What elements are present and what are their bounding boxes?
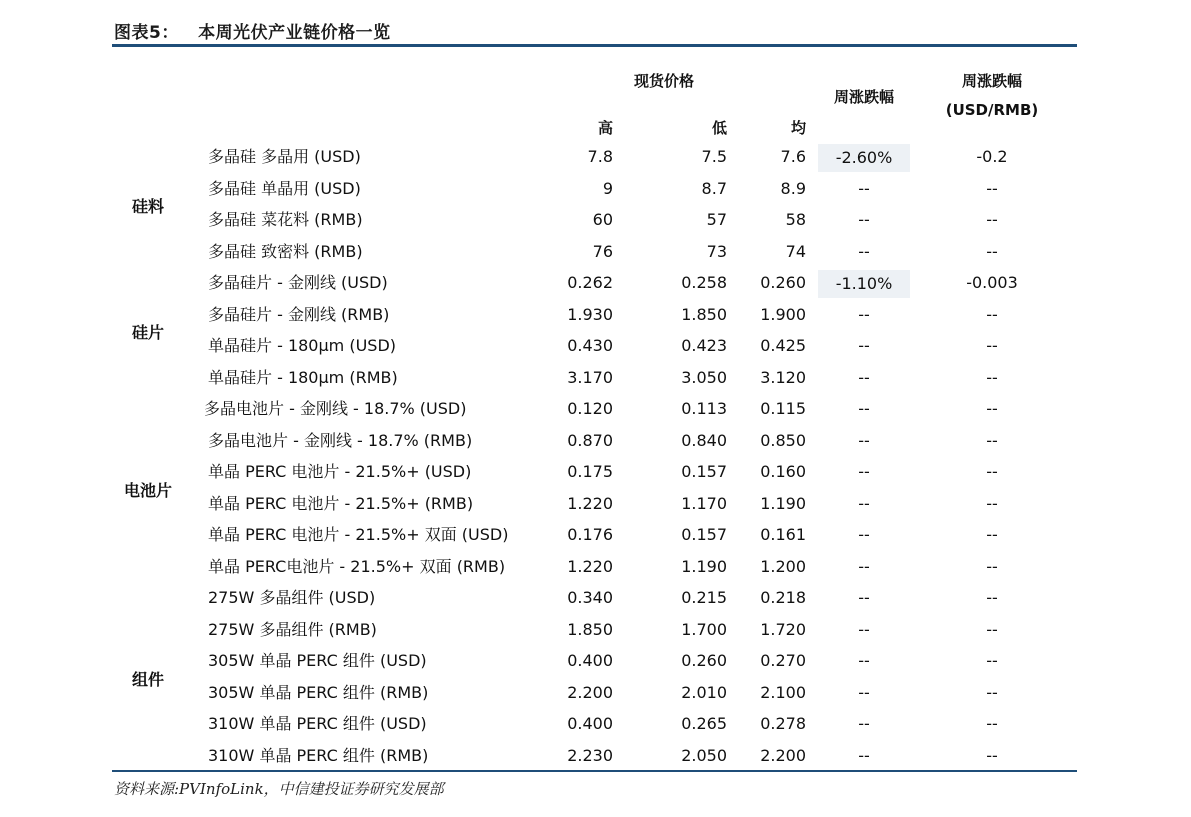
weekly-change: --	[858, 745, 870, 765]
weekly-change-abs: --	[986, 462, 998, 481]
table-row	[0, 362, 1191, 393]
price-high: 1.220	[567, 493, 613, 513]
price-low: 0.423	[681, 336, 727, 355]
price-high: 0.430	[567, 336, 613, 355]
row-name: 多晶硅 多晶用 (USD)	[208, 147, 361, 166]
weekly-change-abs: --	[986, 304, 998, 324]
header-avg: 均	[790, 119, 806, 137]
table-row	[0, 488, 1191, 519]
top-rule	[112, 44, 1077, 47]
figure-title: 图表5： 本周光伏产业链价格一览	[114, 23, 391, 43]
header-weekly-change-2-line2: (USD/RMB)	[945, 101, 1039, 119]
table-row	[0, 551, 1191, 582]
header-low: 低	[711, 119, 727, 137]
weekly-change: --	[858, 367, 870, 387]
price-avg: 2.100	[760, 682, 806, 702]
weekly-change: -2.60%	[818, 144, 910, 172]
weekly-change-abs: --	[986, 178, 998, 198]
row-name: 275W 多晶组件 (RMB)	[208, 619, 377, 639]
price-low: 0.260	[681, 651, 727, 670]
weekly-change: --	[858, 178, 870, 198]
price-low: 0.113	[681, 399, 727, 418]
table-row	[0, 456, 1191, 487]
weekly-change-abs: --	[986, 714, 998, 733]
price-low: 2.050	[681, 745, 727, 765]
weekly-change-abs: --	[986, 399, 998, 418]
source-note: 资料来源:PVInfoLink，中信建投证券研究发展部	[114, 780, 444, 798]
row-name: 多晶硅片 - 金刚线 (RMB)	[208, 304, 390, 324]
row-name: 单晶 PERC电池片 - 21.5%+ 双面 (RMB)	[208, 556, 506, 576]
price-low: 0.265	[681, 714, 727, 733]
weekly-change-abs: -0.003	[966, 273, 1018, 292]
price-high: 1.850	[567, 619, 613, 639]
price-high: 0.400	[567, 651, 613, 670]
row-name: 单晶 PERC 电池片 - 21.5%+ (RMB)	[208, 493, 474, 513]
row-name: 多晶硅 单晶用 (USD)	[208, 178, 361, 198]
weekly-change: --	[858, 588, 870, 607]
row-name: 单晶硅片 - 180μm (USD)	[208, 336, 397, 355]
row-name: 305W 单晶 PERC 组件 (RMB)	[208, 682, 429, 702]
price-avg: 0.161	[760, 525, 806, 544]
table-row	[0, 299, 1191, 330]
price-high: 0.340	[567, 588, 613, 607]
price-low: 0.157	[681, 525, 727, 544]
price-low: 1.190	[681, 556, 727, 576]
price-avg: 1.720	[760, 619, 806, 639]
price-low: 0.258	[681, 273, 727, 292]
price-avg: 0.115	[760, 399, 806, 418]
header-weekly-change-2-line1: 周涨跌幅	[961, 72, 1022, 90]
price-low: 0.157	[681, 462, 727, 481]
price-low: 8.7	[701, 178, 727, 198]
price-high: 0.400	[567, 714, 613, 733]
table-row	[0, 677, 1191, 708]
price-avg: 0.218	[760, 588, 806, 607]
price-avg: 0.278	[760, 714, 806, 733]
weekly-change: -1.10%	[818, 270, 910, 298]
price-avg: 0.270	[760, 651, 806, 670]
weekly-change-abs: --	[986, 588, 998, 607]
weekly-change: --	[858, 304, 870, 324]
category-module: 组件	[131, 670, 164, 689]
price-avg: 58	[785, 210, 806, 229]
header-spot-price: 现货价格	[633, 72, 694, 90]
weekly-change: --	[858, 619, 870, 639]
price-low: 57	[706, 210, 727, 229]
price-avg: 1.190	[760, 493, 806, 513]
price-high: 1.930	[567, 304, 613, 324]
table-row	[0, 236, 1191, 267]
row-name: 多晶硅 菜花料 (RMB)	[208, 210, 363, 229]
row-name: 单晶 PERC 电池片 - 21.5%+ 双面 (USD)	[208, 525, 509, 544]
row-name: 多晶硅 致密料 (RMB)	[208, 241, 363, 261]
price-avg: 3.120	[760, 367, 806, 387]
price-high: 0.176	[567, 525, 613, 544]
price-high: 7.8	[587, 147, 613, 166]
weekly-change: --	[858, 651, 870, 670]
row-name: 多晶硅片 - 金刚线 (USD)	[208, 273, 388, 292]
price-low: 0.840	[681, 430, 727, 450]
price-avg: 7.6	[780, 147, 806, 166]
row-name: 单晶硅片 - 180μm (RMB)	[208, 367, 398, 387]
weekly-change: --	[858, 462, 870, 481]
price-high: 2.200	[567, 682, 613, 702]
weekly-change-abs: --	[986, 651, 998, 670]
weekly-change: --	[858, 682, 870, 702]
weekly-change-abs: -0.2	[976, 147, 1008, 166]
weekly-change-abs: --	[986, 430, 998, 450]
weekly-change: --	[858, 714, 870, 733]
weekly-change-abs: --	[986, 241, 998, 261]
row-name: 多晶电池片 - 金刚线 - 18.7% (RMB)	[208, 430, 473, 450]
price-high: 0.262	[567, 273, 613, 292]
price-avg: 74	[785, 241, 806, 261]
price-avg: 0.850	[760, 430, 806, 450]
table-row	[0, 267, 1191, 298]
weekly-change: --	[858, 336, 870, 355]
table-row	[0, 173, 1191, 204]
weekly-change-abs: --	[986, 556, 998, 576]
price-high: 0.870	[567, 430, 613, 450]
table-row	[0, 141, 1191, 172]
price-low: 1.170	[681, 493, 727, 513]
row-name: 305W 单晶 PERC 组件 (USD)	[208, 651, 427, 670]
weekly-change: --	[858, 493, 870, 513]
price-low: 2.010	[681, 682, 727, 702]
row-name: 310W 单晶 PERC 组件 (RMB)	[208, 745, 429, 765]
price-high: 9	[602, 178, 613, 198]
weekly-change-abs: --	[986, 682, 998, 702]
price-low: 7.5	[701, 147, 727, 166]
weekly-change-abs: --	[986, 525, 998, 544]
price-high: 1.220	[567, 556, 613, 576]
category-cell: 电池片	[123, 481, 172, 500]
weekly-change: --	[858, 430, 870, 450]
weekly-change-abs: --	[986, 745, 998, 765]
row-name: 多晶电池片 - 金刚线 - 18.7% (USD)	[204, 399, 467, 418]
price-avg: 0.425	[760, 336, 806, 355]
price-high: 0.120	[567, 399, 613, 418]
table-row	[0, 330, 1191, 361]
bottom-rule	[112, 770, 1077, 772]
weekly-change-abs: --	[986, 210, 998, 229]
header-weekly-change: 周涨跌幅	[833, 88, 894, 106]
table-row	[0, 204, 1191, 235]
weekly-change-abs: --	[986, 336, 998, 355]
weekly-change: --	[858, 525, 870, 544]
row-name: 单晶 PERC 电池片 - 21.5%+ (USD)	[208, 462, 472, 481]
table-row	[0, 708, 1191, 739]
weekly-change-abs: --	[986, 367, 998, 387]
price-avg: 1.900	[760, 304, 806, 324]
price-low: 0.215	[681, 588, 727, 607]
price-avg: 8.9	[780, 178, 806, 198]
row-name: 275W 多晶组件 (USD)	[208, 588, 376, 607]
price-high: 76	[592, 241, 613, 261]
table-row	[0, 740, 1191, 771]
table-row	[0, 614, 1191, 645]
price-low: 3.050	[681, 367, 727, 387]
price-avg: 0.260	[760, 273, 806, 292]
table-row	[0, 519, 1191, 550]
price-high: 0.175	[567, 462, 613, 481]
table-row	[0, 645, 1191, 676]
price-high: 60	[592, 210, 613, 229]
weekly-change: --	[858, 399, 870, 418]
price-high: 3.170	[567, 367, 613, 387]
price-low: 1.850	[681, 304, 727, 324]
price-avg: 2.200	[760, 745, 806, 765]
weekly-change: --	[858, 556, 870, 576]
row-name: 310W 单晶 PERC 组件 (USD)	[208, 714, 427, 733]
price-avg: 1.200	[760, 556, 806, 576]
category-silicon: 硅料	[131, 197, 164, 216]
price-high: 2.230	[567, 745, 613, 765]
weekly-change: --	[858, 210, 870, 229]
table-row	[0, 582, 1191, 613]
header-high: 高	[597, 119, 613, 137]
weekly-change-abs: --	[986, 493, 998, 513]
weekly-change-abs: --	[986, 619, 998, 639]
price-avg: 0.160	[760, 462, 806, 481]
weekly-change: --	[858, 241, 870, 261]
category-wafer: 硅片	[131, 323, 164, 342]
price-low: 1.700	[681, 619, 727, 639]
price-low: 73	[706, 241, 727, 261]
table-row	[0, 393, 1191, 424]
table-row	[0, 425, 1191, 456]
